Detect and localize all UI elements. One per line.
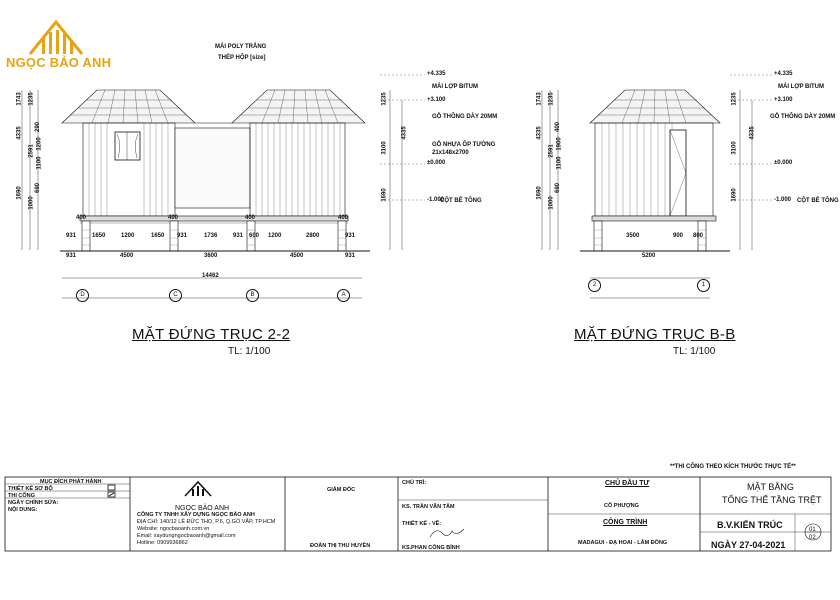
drawing-title-b-b: MẶT ĐỨNG TRỤC B-B (574, 326, 736, 343)
dim-label: 1690 (381, 188, 388, 202)
dim-label: 2800 (306, 233, 320, 239)
dim-label: 690 (555, 182, 562, 194)
dim-label: 1235 (731, 92, 738, 106)
dim-label: 1743 (536, 92, 543, 106)
note-plastic-wood: GỖ NHỰA ỐP TƯỜNG (432, 142, 496, 148)
axis-marker: C (169, 289, 182, 302)
project-label: CÔNG TRÌNH (603, 519, 648, 526)
owner-label: CHỦ ĐẦU TƯ (605, 480, 650, 487)
dim-label: 1690 (536, 186, 543, 200)
note-bitum: MÁI LỢP BITUM (432, 84, 479, 90)
issue-date-label: NGÀY CHỈNH SỬA: (8, 500, 59, 506)
level-label: -1.000 (774, 197, 792, 203)
post-mark: 400 (338, 215, 349, 221)
dim-label: 1736 (204, 233, 218, 239)
dim-label: 1743 (16, 92, 23, 106)
dim-label: 1235 (28, 92, 35, 106)
dim-label: 3100 (731, 141, 738, 155)
company-name: CÔNG TY TNHH XÂY DỰNG NGỌC BẢO ANH (137, 512, 255, 518)
dim-label: 2591 (28, 144, 35, 158)
dim-label: 900 (673, 233, 684, 239)
company-address: ĐỊA CHỈ: 140/12 LÊ ĐỨC THỌ, P.6, Q.GÒ VẤP, TP.HCM (137, 519, 276, 525)
purpose-item: THI CÔNG (8, 493, 35, 499)
project-location: MADAGUI - ĐẠ HOAI - LÂM ĐỒNG (578, 540, 668, 546)
dim-label: 1650 (92, 233, 106, 239)
level-label: +3.100 (427, 97, 446, 103)
post-mark: 400 (168, 215, 179, 221)
chief-label: CHỦ TRÌ: (402, 480, 427, 486)
post-mark: 400 (76, 215, 87, 221)
axis-marker: 1 (697, 279, 710, 292)
purpose-item: THIẾT KẾ SƠ BỘ (8, 486, 53, 492)
note-wood: GỖ THÔNG DÀY 20MM (770, 114, 836, 120)
note-bitum: MÁI LỢP BITUM (778, 84, 825, 90)
axis-marker: A (337, 289, 350, 302)
sheet-number: 01 (809, 527, 816, 533)
dim-label: 931 (345, 253, 356, 259)
dim-label: 2591 (548, 144, 555, 158)
dim-label: 1690 (731, 188, 738, 202)
company-logo-text: NGỌC BẢO ANH (175, 505, 230, 512)
elevation-b-b-drawing (520, 40, 840, 310)
sheet-total: 02 (809, 535, 816, 541)
company-hotline: Hotline: 0909936862 (137, 540, 188, 546)
note-steel-pipe: THÉP HỘP [size] (218, 55, 266, 61)
axis-marker: B (246, 289, 259, 302)
chief-name: KS. TRẦN VĂN TÂM (402, 504, 455, 510)
dim-label: 5200 (642, 253, 656, 259)
dim-label: 1900 (556, 137, 563, 151)
axis-marker: D (76, 289, 89, 302)
level-label: +3.100 (774, 97, 793, 103)
signature-mark (430, 529, 464, 537)
designer-label: THIẾT KẾ - VẼ: (402, 521, 442, 527)
note-column: CỘT BÊ TÔNG (797, 198, 839, 204)
content-label: NỘI DUNG: (8, 507, 38, 513)
dim-label: 1690 (16, 186, 23, 200)
dim-label: 931 (66, 233, 77, 239)
notice-text: **THI CÔNG THEO KÍCH THƯỚC THỰC TẾ** (670, 464, 796, 470)
dim-label: 3500 (626, 233, 640, 239)
company-logo-icon (185, 482, 211, 496)
dim-label: 3600 (204, 253, 218, 259)
purpose-header: MỤC ĐÍCH PHÁT HÀNH (40, 479, 102, 485)
dim-label: 690 (35, 182, 42, 194)
note-column: CỘT BÊ TÔNG (440, 198, 482, 204)
dim-label: 4500 (290, 253, 304, 259)
dim-total: 14462 (202, 273, 219, 279)
dim-label: 1200 (121, 233, 135, 239)
dim-label: 290 (35, 121, 42, 133)
dim-label: 800 (693, 233, 704, 239)
level-label: ±0.000 (774, 160, 793, 166)
note-poly-roof: MÁI POLY TRẮNG (215, 44, 267, 50)
director-label: GIÁM ĐỐC (327, 487, 356, 493)
dim-label: 1200 (268, 233, 282, 239)
note-wood: GỖ THÔNG DÀY 20MM (432, 114, 498, 120)
axis-marker: 2 (588, 279, 601, 292)
sheet-title-2: TỔNG THỂ TẦNG TRỆT (722, 495, 822, 505)
dim-label: 600 (249, 233, 260, 239)
dim-label: 1100 (36, 156, 43, 170)
dim-label: 400 (555, 121, 562, 133)
dim-label: 931 (233, 233, 244, 239)
post-mark: 400 (245, 215, 256, 221)
dim-label: 931 (345, 233, 356, 239)
elevation-2-2-drawing (0, 40, 440, 310)
dim-label: 1200 (36, 137, 43, 151)
note-plastic-size: 21x148x2700 (432, 150, 469, 156)
dim-label: 1100 (556, 156, 563, 170)
company-web: Website: ngocbaoanh.com.vn (137, 526, 210, 532)
drawing-scale: TL: 1/100 (673, 346, 716, 357)
dim-label: 1000 (28, 196, 35, 210)
level-label: +4.335 (774, 71, 793, 77)
level-label: -1.000 (427, 197, 445, 203)
level-label: +4.335 (427, 71, 446, 77)
dim-label: 4335 (16, 126, 23, 140)
designer-name: KS.PHAN CÔNG BÌNH (402, 545, 460, 551)
sheet-date: NGÀY 27-04-2021 (711, 540, 786, 550)
dim-label: 4335 (749, 126, 756, 140)
dim-label: 4335 (536, 126, 543, 140)
dim-label: 1235 (381, 92, 388, 106)
level-label: ±0.000 (427, 160, 446, 166)
company-email: Email: xaydungngocbaoanh@gmail.com (137, 533, 236, 539)
drawing-title-2-2: MẶT ĐỨNG TRỤC 2-2 (132, 326, 291, 343)
drawing-scale: TL: 1/100 (228, 346, 271, 357)
dim-label: 1235 (548, 92, 555, 106)
dim-label: 931 (66, 253, 77, 259)
owner-name: CÔ PHƯỢNG (604, 503, 639, 509)
brand-name: NGỌC BẢO ANH (6, 55, 112, 70)
dim-label: 1000 (548, 196, 555, 210)
sheet-title-1: MẶT BẰNG (747, 482, 794, 492)
dim-label: 4335 (401, 126, 408, 140)
dim-label: 4500 (120, 253, 134, 259)
dim-label: 931 (177, 233, 188, 239)
dim-label: 1650 (151, 233, 165, 239)
director-name: ĐOÀN THỊ THU HUYỀN (310, 543, 371, 549)
dim-label: 3100 (381, 141, 388, 155)
discipline: B.V.KIẾN TRÚC (717, 520, 783, 530)
